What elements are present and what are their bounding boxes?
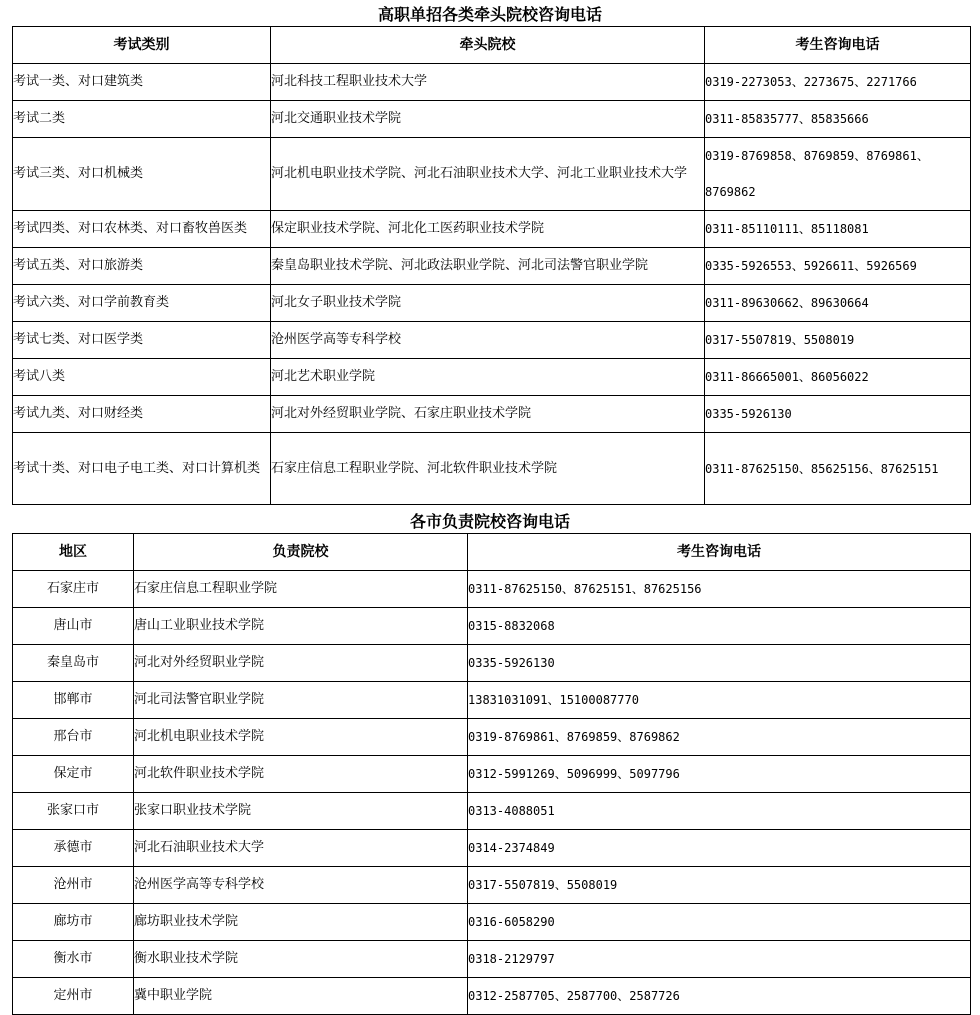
region-cell: 唐山市 <box>13 608 134 645</box>
phone-cell: 0311-86665001、86056022 <box>705 359 971 396</box>
table2-title: 各市负责院校咨询电话 <box>409 512 570 531</box>
phone-cell: 0314-2374849 <box>468 830 971 867</box>
table-row <box>13 285 971 322</box>
region-cell: 廊坊市 <box>13 904 134 941</box>
table-row <box>13 978 971 1015</box>
table-row <box>13 322 971 359</box>
table-row <box>13 138 971 211</box>
phone-cell: 0311-89630662、89630664 <box>705 285 971 322</box>
exam-category-cell: 考试七类、对口医学类 <box>13 322 271 359</box>
table-row <box>13 608 971 645</box>
table-row <box>13 682 971 719</box>
region-cell: 张家口市 <box>13 793 134 830</box>
region-cell: 秦皇岛市 <box>13 645 134 682</box>
lead-school-cell: 河北交通职业技术学院 <box>271 101 705 138</box>
phone-cell: 0311-87625150、87625151、87625156 <box>468 571 971 608</box>
phone-cell: 0317-5507819、5508019 <box>468 867 971 904</box>
table-row <box>13 433 971 505</box>
table-row <box>13 830 971 867</box>
region-cell: 衡水市 <box>13 941 134 978</box>
table-row <box>13 719 971 756</box>
phone-cell: 0312-2587705、2587700、2587726 <box>468 978 971 1015</box>
region-cell: 邢台市 <box>13 719 134 756</box>
column-header: 地区 <box>13 534 134 571</box>
table-row <box>13 64 971 101</box>
school-cell: 河北软件职业技术学院 <box>134 756 468 793</box>
exam-category-cell: 考试三类、对口机械类 <box>13 138 271 211</box>
table-row <box>13 359 971 396</box>
lead-school-cell: 河北对外经贸职业学院、石家庄职业技术学院 <box>271 396 705 433</box>
phone-cell: 0311-87625150、85625156、87625151 <box>705 433 971 505</box>
school-cell: 唐山工业职业技术学院 <box>134 608 468 645</box>
lead-school-cell: 保定职业技术学院、河北化工医药职业技术学院 <box>271 211 705 248</box>
exam-category-cell: 考试四类、对口农林类、对口畜牧兽医类 <box>13 211 271 248</box>
school-cell: 沧州医学高等专科学校 <box>134 867 468 904</box>
column-header: 牵头院校 <box>271 27 705 64</box>
table-row <box>13 793 971 830</box>
region-cell: 石家庄市 <box>13 571 134 608</box>
exam-category-cell: 考试九类、对口财经类 <box>13 396 271 433</box>
table-row <box>13 941 971 978</box>
table-row <box>13 571 971 608</box>
exam-category-cell: 考试一类、对口建筑类 <box>13 64 271 101</box>
school-cell: 河北对外经贸职业学院 <box>134 645 468 682</box>
school-cell: 石家庄信息工程职业学院 <box>134 571 468 608</box>
phone-cell: 0319-8769861、8769859、8769862 <box>468 719 971 756</box>
school-cell: 河北石油职业技术大学 <box>134 830 468 867</box>
phone-cell: 0319-8769858、8769859、8769861、8769862 <box>705 138 971 211</box>
table-row <box>13 756 971 793</box>
exam-category-cell: 考试十类、对口电子电工类、对口计算机类 <box>13 433 271 505</box>
exam-category-cell: 考试八类 <box>13 359 271 396</box>
phone-cell: 0315-8832068 <box>468 608 971 645</box>
exam-category-cell: 考试五类、对口旅游类 <box>13 248 271 285</box>
column-header: 考生咨询电话 <box>705 27 971 64</box>
school-cell: 廊坊职业技术学院 <box>134 904 468 941</box>
region-cell: 承德市 <box>13 830 134 867</box>
table-row <box>13 248 971 285</box>
lead-school-cell: 河北机电职业技术学院、河北石油职业技术大学、河北工业职业技术大学 <box>271 138 705 211</box>
column-header: 考生咨询电话 <box>468 534 971 571</box>
column-header: 考试类别 <box>13 27 271 64</box>
lead-school-cell: 河北女子职业技术学院 <box>271 285 705 322</box>
region-cell: 沧州市 <box>13 867 134 904</box>
school-cell: 河北司法警官职业学院 <box>134 682 468 719</box>
lead-school-cell: 沧州医学高等专科学校 <box>271 322 705 359</box>
phone-cell: 0313-4088051 <box>468 793 971 830</box>
table-header-row <box>13 27 971 64</box>
table-header-row <box>13 534 971 571</box>
lead-school-cell: 秦皇岛职业技术学院、河北政法职业学院、河北司法警官职业学院 <box>271 248 705 285</box>
phone-cell: 0335-5926553、5926611、5926569 <box>705 248 971 285</box>
school-cell: 张家口职业技术学院 <box>134 793 468 830</box>
table-row <box>13 101 971 138</box>
phone-cell: 0312-5991269、5096999、5097796 <box>468 756 971 793</box>
phone-cell: 13831031091、15100087770 <box>468 682 971 719</box>
lead-school-cell: 石家庄信息工程职业学院、河北软件职业技术学院 <box>271 433 705 505</box>
phone-cell: 0316-6058290 <box>468 904 971 941</box>
table-row <box>13 396 971 433</box>
phone-cell: 0335-5926130 <box>468 645 971 682</box>
table-row <box>13 904 971 941</box>
school-cell: 冀中职业学院 <box>134 978 468 1015</box>
exam-category-cell: 考试二类 <box>13 101 271 138</box>
table1-title: 高职单招各类牵头院校咨询电话 <box>377 5 602 24</box>
school-cell: 衡水职业技术学院 <box>134 941 468 978</box>
school-cell: 河北机电职业技术学院 <box>134 719 468 756</box>
phone-cell: 0318-2129797 <box>468 941 971 978</box>
lead-schools-table <box>12 26 971 505</box>
table-row <box>13 211 971 248</box>
phone-cell: 0335-5926130 <box>705 396 971 433</box>
phone-cell: 0317-5507819、5508019 <box>705 322 971 359</box>
phone-cell: 0311-85835777、85835666 <box>705 101 971 138</box>
region-cell: 保定市 <box>13 756 134 793</box>
lead-school-cell: 河北艺术职业学院 <box>271 359 705 396</box>
phone-cell: 0319-2273053、2273675、2271766 <box>705 64 971 101</box>
phone-cell: 0311-85110111、85118081 <box>705 211 971 248</box>
region-cell: 邯郸市 <box>13 682 134 719</box>
city-schools-table <box>12 533 971 1015</box>
table-row <box>13 645 971 682</box>
column-header: 负责院校 <box>134 534 468 571</box>
exam-category-cell: 考试六类、对口学前教育类 <box>13 285 271 322</box>
table-row <box>13 867 971 904</box>
lead-school-cell: 河北科技工程职业技术大学 <box>271 64 705 101</box>
region-cell: 定州市 <box>13 978 134 1015</box>
